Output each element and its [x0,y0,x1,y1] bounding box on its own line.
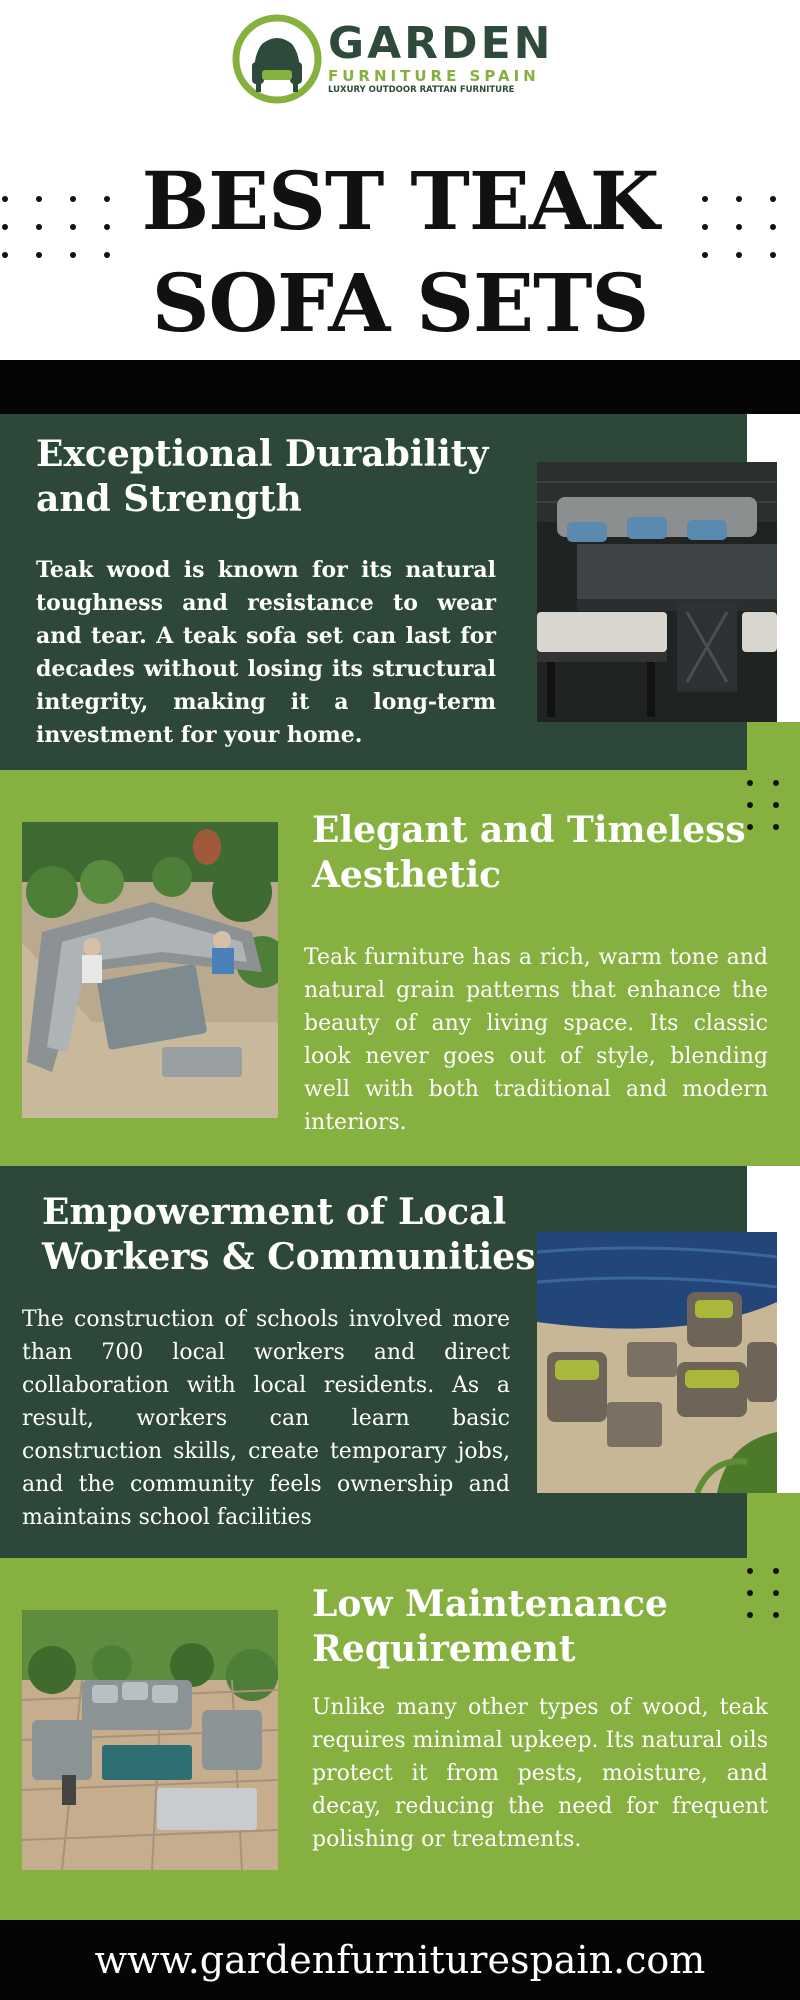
decorative-dot [70,252,76,258]
header-divider-band [0,360,800,414]
patio-dining-set-photo [537,462,777,722]
section-community-title: Empowerment of Local Workers & Communities [42,1191,536,1278]
decorative-dot [36,224,42,230]
decorative-dot [702,196,708,202]
decorative-dot [36,196,42,202]
decorative-dot [747,780,753,786]
decorative-dot [702,252,708,258]
section-durability-body: Teak wood is known for its natural toughness and resistance to wear and tear. A teak sofa set can last for decades without losing its structural integrity, making it a long-term investment for your home. [36,557,496,748]
page-title-line-1: BEST TEAK [141,154,659,248]
decorative-dot [70,196,76,202]
decorative-dot [736,252,742,258]
section-aesthetic-body: Teak furniture has a rich, warm tone and natural grain patterns that enhance the beauty of any living space. Its classic look never goes out of style, blending well with both traditional and modern interiors. [304,945,768,1135]
section-aesthetic-title: Elegant and Timeless Aesthetic [312,809,746,896]
decorative-dot [104,252,110,258]
section-maintenance-body: Unlike many other types of wood, teak requires minimal upkeep. Its natural oils protect it from pests, moisture, and decay, reducing the need for frequent polishing or treatments. [312,1695,768,1852]
brand-tagline: LUXURY OUTDOOR RATTAN FURNITURE [328,85,515,95]
decorative-dot [770,196,776,202]
decorative-dot [770,224,776,230]
decorative-dot [2,224,8,230]
armchair-logo-icon [232,14,322,104]
decorative-dot [736,196,742,202]
brand-name: GARDEN [328,18,554,69]
decorative-dot [36,252,42,258]
decorative-dot [104,224,110,230]
page-title [100,150,700,354]
decorative-dot [773,1568,779,1574]
sectional-sofa-photo [22,822,278,1118]
website-link[interactable]: www.gardenfurniturespain.com [94,1938,706,1982]
decorative-dot [736,224,742,230]
brand-subtitle: FURNITURE SPAIN [328,67,540,85]
decorative-dot [773,780,779,786]
section-accent-strip-2 [747,1493,800,1558]
decorative-dot [104,196,110,202]
page-title-line-2: SOFA SETS [151,256,649,350]
decorative-dots-left [2,196,138,258]
section-maintenance-title: Low Maintenance Requirement [312,1583,668,1670]
garden-lounge-set-photo [22,1610,278,1870]
decorative-dot [70,224,76,230]
decorative-dot [702,224,708,230]
decorative-dots-right [702,196,800,258]
decorative-dot [2,196,8,202]
section-accent-strip [747,722,800,770]
brand-logo[interactable] [232,14,562,104]
decorative-dot [2,252,8,258]
section-durability-title: Exceptional Durability and Strength [36,433,489,520]
section-community-body: The construction of schools involved more than 700 local workers and direct collaboration with local residents. As a result, workers can learn basic construction skills, create temporary jobs, and the community feels ownership and maintains school facilities [22,1307,510,1530]
decorative-dot [770,252,776,258]
decorative-dot [747,1568,753,1574]
poolside-rattan-set-photo [537,1232,777,1493]
